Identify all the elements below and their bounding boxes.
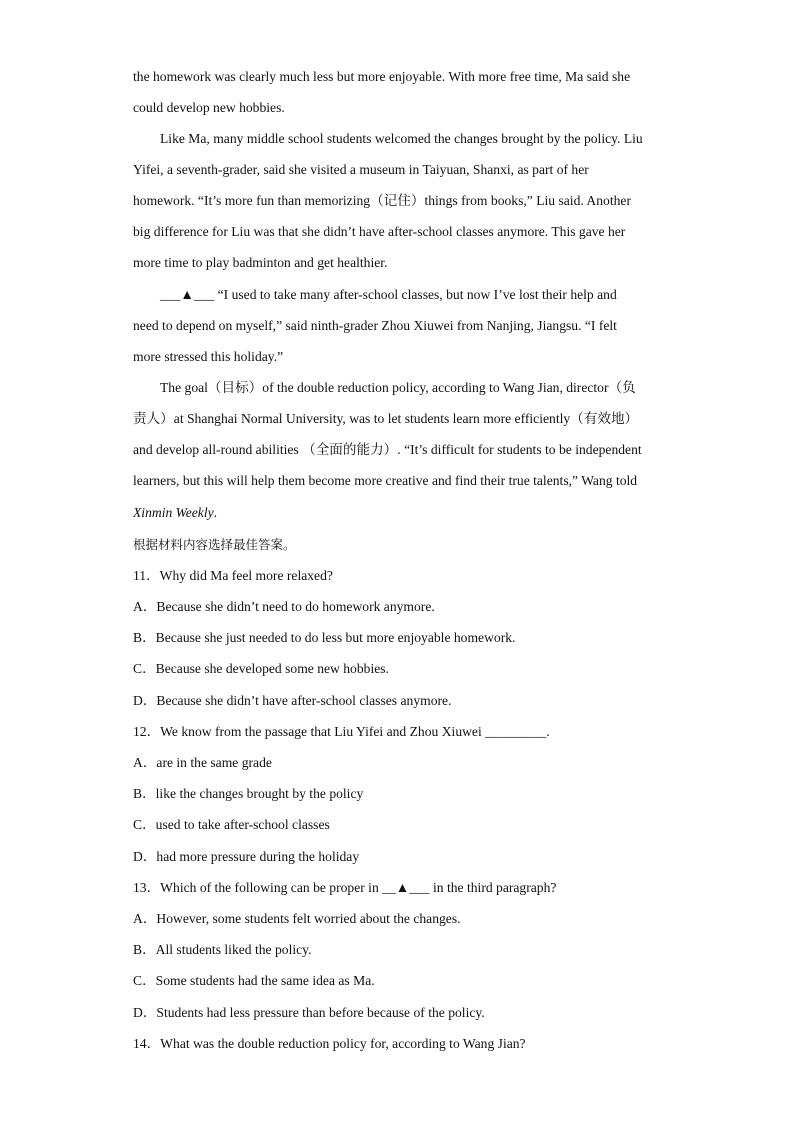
passage-line: 责人）at Shanghai Normal University, was to let students learn more efficiently（有效地）: [133, 411, 639, 426]
answer-option: B．like the changes brought by the policy: [133, 786, 364, 801]
passage-line: homework. “It’s more fun than memorizing（记住）things from books,” Liu said. Another: [133, 193, 631, 208]
instruction-text: 根据材料内容选择最佳答案。: [133, 537, 296, 552]
passage-line: more stressed this holiday.”: [133, 349, 284, 364]
answer-option: C．Because she developed some new hobbies.: [133, 661, 389, 676]
passage-line: more time to play badminton and get healthier.: [133, 255, 388, 270]
answer-option: A．Because she didn’t need to do homework anymore.: [133, 599, 435, 614]
question-stem: 11．Why did Ma feel more relaxed?: [133, 568, 333, 583]
question-stem: 12．We know from the passage that Liu Yifei and Zhou Xiuwei _________.: [133, 724, 550, 739]
answer-option: B．All students liked the policy.: [133, 942, 312, 957]
passage-line: Like Ma, many middle school students welcomed the changes brought by the policy. Liu: [160, 131, 643, 146]
passage-line: and develop all-round abilities （全面的能力）. “It’s difficult for students to be independent: [133, 442, 642, 457]
answer-option: C．used to take after-school classes: [133, 817, 330, 832]
answer-option: A．are in the same grade: [133, 755, 272, 770]
question-stem: 13．Which of the following can be proper in __▲___ in the third paragraph?: [133, 880, 557, 895]
answer-option: B．Because she just needed to do less but more enjoyable homework.: [133, 630, 516, 645]
answer-option: D．Because she didn’t have after-school classes anymore.: [133, 693, 452, 708]
answer-option: D．had more pressure during the holiday: [133, 849, 360, 864]
passage-line: big difference for Liu was that she didn’t have after-school classes anymore. This gave her: [133, 224, 626, 239]
passage-line: could develop new hobbies.: [133, 100, 285, 115]
passage-line: the homework was clearly much less but more enjoyable. With more free time, Ma said she: [133, 69, 631, 84]
question-stem: 14．What was the double reduction policy for, according to Wang Jian?: [133, 1036, 526, 1051]
passage-line: Yifei, a seventh-grader, said she visited a museum in Taiyuan, Shanxi, as part of her: [133, 162, 589, 177]
publication-name: Xinmin Weekly: [133, 505, 214, 520]
answer-option: C．Some students had the same idea as Ma.: [133, 973, 375, 988]
sentence-end: .: [213, 505, 218, 520]
passage-line: The goal（目标）of the double reduction policy, according to Wang Jian, director（负: [160, 380, 636, 395]
answer-option: A．However, some students felt worried about the changes.: [133, 911, 461, 926]
passage-line: need to depend on myself,” said ninth-grader Zhou Xiuwei from Nanjing, Jiangsu. “I felt: [133, 318, 617, 333]
passage-line: [133, 503, 693, 523]
passage-line: learners, but this will help them become more creative and find their true talents,” Wang told: [133, 473, 638, 488]
answer-option: D．Students had less pressure than before because of the policy.: [133, 1005, 485, 1020]
passage-line: ___▲___ “I used to take many after-school classes, but now I’ve lost their help and: [160, 287, 617, 302]
